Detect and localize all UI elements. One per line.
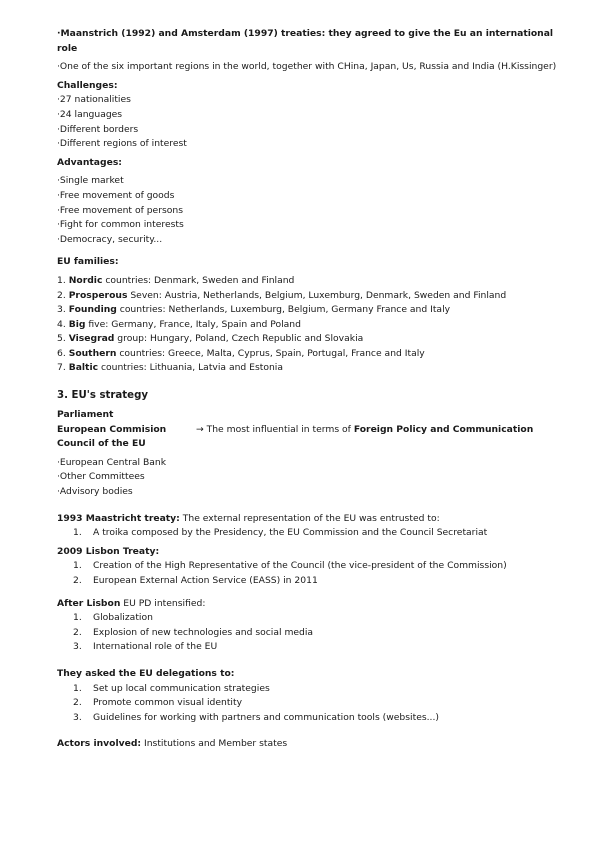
- parliament-label: Parliament: [57, 409, 114, 421]
- family-item: 4. Big five: Germany, France, Italy, Spain and Poland: [57, 318, 301, 330]
- list-item: ·Different regions of interest: [57, 138, 187, 150]
- list-item: ·Democracy, security...: [57, 233, 163, 245]
- list-item: ·Other Committees: [57, 471, 145, 483]
- council-label: Council of the EU: [57, 438, 146, 450]
- list-item: 3. Guidelines for working with partners and communication tools (websites...): [73, 711, 439, 723]
- after-lisbon-line: After Lisbon EU PD intensified:: [57, 597, 206, 609]
- challenges-list: [57, 93, 557, 151]
- advantages-title: Advantages:: [57, 156, 122, 168]
- list-item: ·Advisory bodies: [57, 486, 133, 498]
- family-item: 2. Prosperous Seven: Austria, Netherlands, Belgium, Luxemburg, Denmark, Sweden and Finland: [57, 289, 507, 301]
- list-item: ·24 languages: [57, 108, 123, 120]
- list-item: 3. International role of the EU: [73, 641, 218, 653]
- list-item: ·Free movement of persons: [57, 204, 183, 216]
- family-item: 7. Baltic countries: Lithuania, Latvia and Estonia: [57, 362, 283, 374]
- family-item: 3. Founding countries: Netherlands, Luxemburg, Belgium, Germany France and Italy: [57, 304, 451, 316]
- intro-regions: ·One of the six important regions in the world, together with CHina, Japan, Us, Russia and India (H.Kissinger): [57, 61, 557, 73]
- list-item: 1. Creation of the High Representative of the Council (the vice-president of the Commission): [73, 560, 507, 572]
- lisbon-label: 2009 Lisbon Treaty:: [57, 545, 160, 557]
- delegations-label: They asked the EU delegations to:: [57, 667, 235, 679]
- list-item: ·European Central Bank: [57, 456, 167, 468]
- list-item: ·Single market: [57, 175, 124, 187]
- list-item: ·Different borders: [57, 123, 139, 135]
- list-item: 2. Promote common visual identity: [73, 697, 243, 709]
- list-item: ·Fight for common interests: [57, 219, 184, 231]
- list-item: 1. Set up local communication strategies: [73, 682, 270, 694]
- actors-line: Actors involved: Institutions and Member states: [57, 738, 288, 750]
- list-item: 1. Globalization: [73, 612, 153, 624]
- family-item: 5. Visegrad group: Hungary, Poland, Czech Republic and Slovakia: [57, 333, 364, 345]
- strategy-heading: 3. EU's strategy: [57, 390, 149, 402]
- list-item: ·Free movement of goods: [57, 189, 175, 201]
- family-item: 6. Southern countries: Greece, Malta, Cyprus, Spain, Portugal, France and Italy: [57, 347, 425, 359]
- bodies-list: [57, 456, 557, 500]
- commission-label: European Commision: [57, 423, 167, 435]
- list-item: ·27 nationalities: [57, 94, 131, 106]
- maastricht-line: 1993 Maastricht treaty: The external representation of the EU was entrusted to:: [57, 512, 440, 524]
- families-title: EU families:: [57, 256, 119, 268]
- challenges-title: Challenges:: [57, 79, 118, 91]
- influence-note: → The most influential in terms of Foreign Policy and Communication: [196, 423, 534, 435]
- family-item: 1. Nordic countries: Denmark, Sweden and Finland: [57, 274, 295, 286]
- advantages-list: [57, 174, 557, 247]
- list-item: 2. Explosion of new technologies and social media: [73, 626, 314, 638]
- commission-row: [57, 423, 557, 438]
- intro-treaties: ·Maanstrich (1992) and Amsterdam (1997) treaties: they agreed to give the Eu an international role: [57, 28, 554, 54]
- families-list: [57, 274, 557, 376]
- document-page: [57, 27, 557, 752]
- list-item: 1. A troika composed by the Presidency, the EU Commission and the Council Secretariat: [73, 527, 488, 539]
- list-item: 2. European External Action Service (EASS) in 2011: [73, 575, 318, 586]
